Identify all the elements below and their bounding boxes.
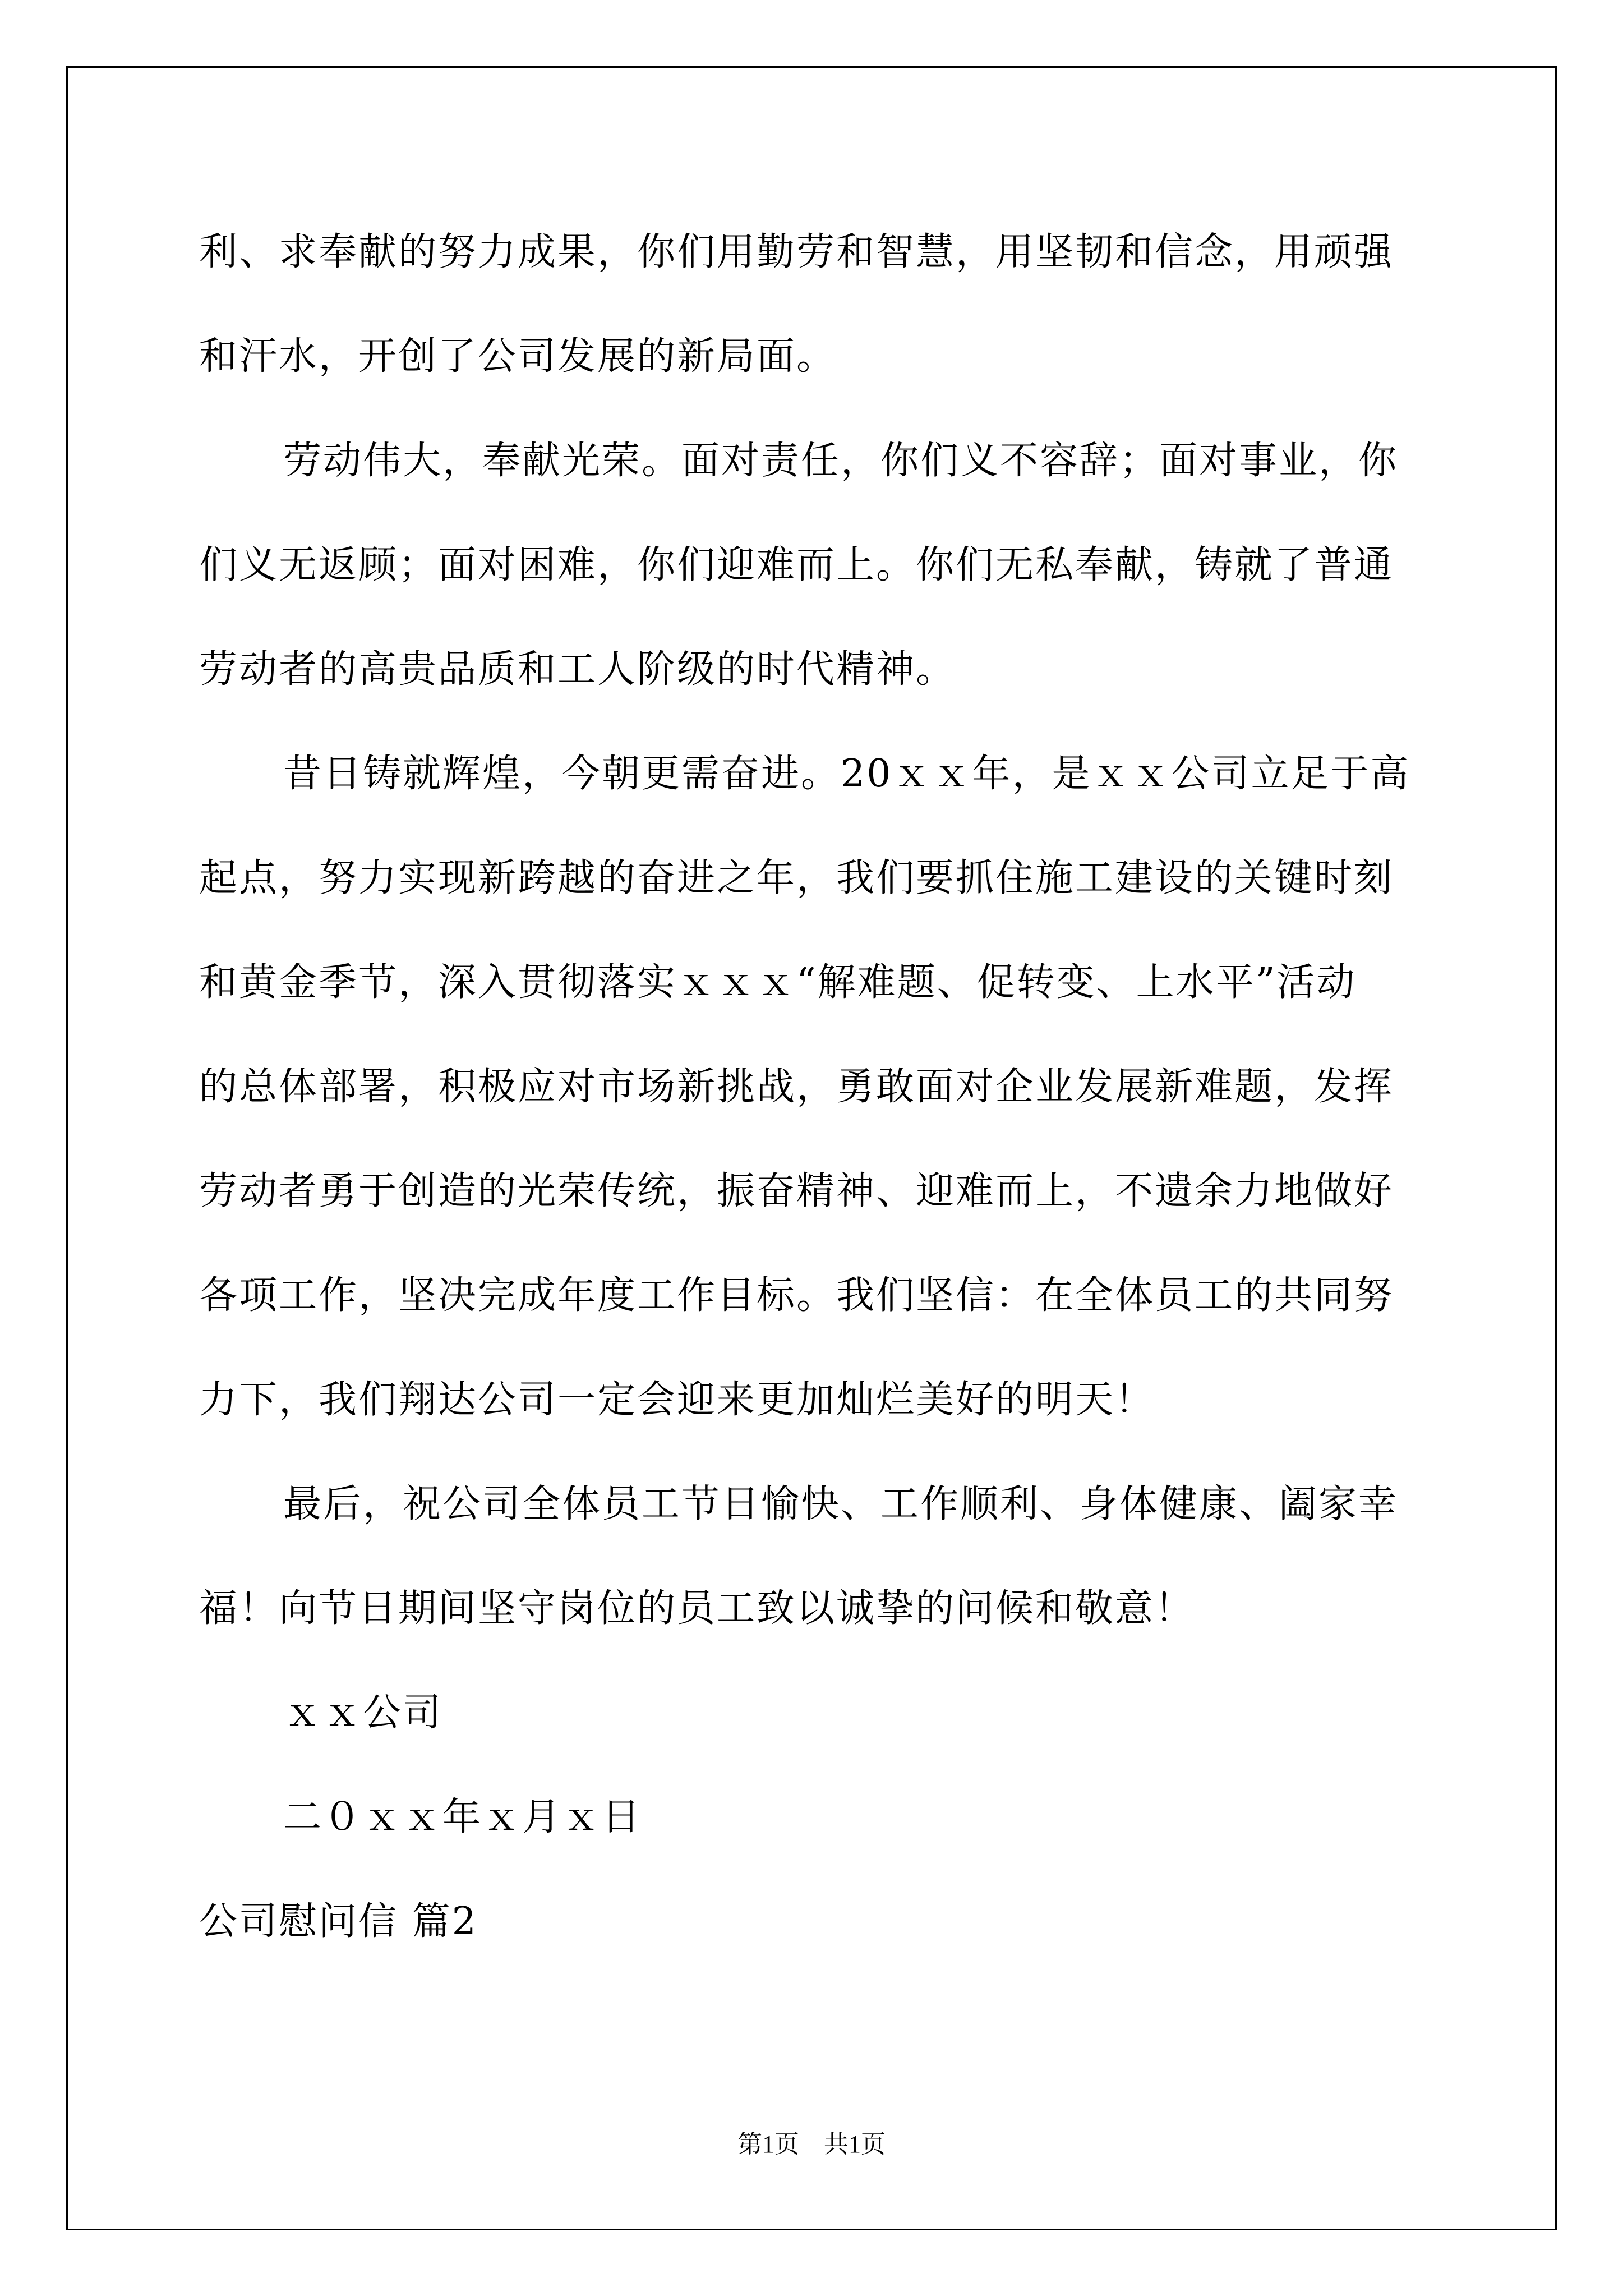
paragraph-line: 劳动伟大，奉献光荣。面对责任，你们义不容辞；面对事业，你: [283, 439, 1399, 483]
paragraph-line: 最后，祝公司全体员工节日愉快、工作顺利、身体健康、阖家幸: [283, 1482, 1399, 1526]
paragraph-line: 起点，努力实现新跨越的奋进之年，我们要抓住施工建设的关键时刻: [199, 856, 1394, 900]
signature-date: 二０ｘｘ年ｘ月ｘ日: [283, 1795, 642, 1839]
paragraph-line: 和汗水，开创了公司发展的新局面。: [199, 334, 837, 379]
paragraph-line: 利、求奉献的努力成果，你们用勤劳和智慧，用坚韧和信念，用顽强: [199, 230, 1394, 274]
signature-company: ｘｘ公司: [283, 1691, 443, 1735]
paragraph-line: 力下，我们翔达公司一定会迎来更加灿烂美好的明天！: [199, 1378, 1155, 1422]
paragraph-line: 各项工作，坚决完成年度工作目标。我们坚信：在全体员工的共同努: [199, 1273, 1394, 1318]
paragraph-line: 和黄金季节，深入贯彻落实ｘｘｘ“解难题、促转变、上水平”活动: [199, 960, 1357, 1005]
paragraph-line: 们义无返顾；面对困难，你们迎难而上。你们无私奉献，铸就了普通: [199, 543, 1394, 587]
paragraph-line: 福！向节日期间坚守岗位的员工致以诚挚的问候和敬意！: [199, 1586, 1195, 1631]
paragraph-line: 劳动者勇于创造的光荣传统，振奋精神、迎难而上，不遗余力地做好: [199, 1169, 1394, 1213]
section-heading: 公司慰问信 篇2: [199, 1899, 478, 1944]
page-footer: 第1页 共1页: [737, 2131, 886, 2158]
paragraph-line: 的总体部署，积极应对市场新挑战，勇敢面对企业发展新难题，发挥: [199, 1065, 1394, 1109]
paragraph-line: 昔日铸就辉煌，今朝更需奋进。20ｘｘ年，是ｘｘ公司立足于高: [283, 752, 1410, 796]
paragraph-line: 劳动者的高贵品质和工人阶级的时代精神。: [199, 647, 956, 692]
